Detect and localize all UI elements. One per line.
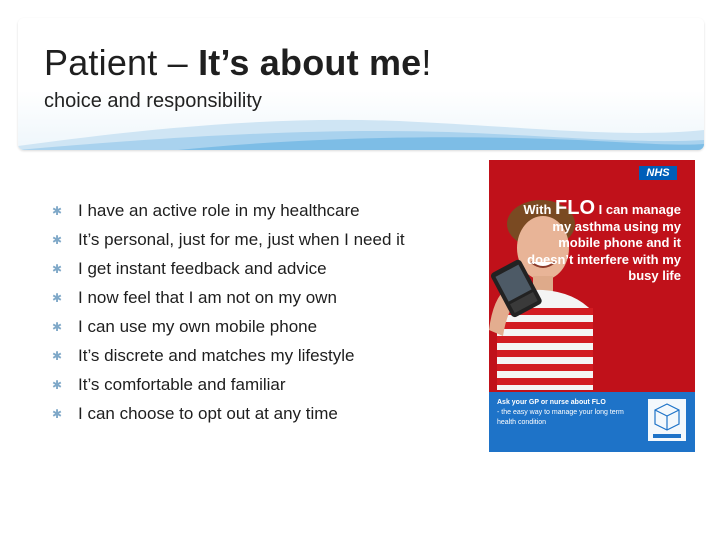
- slide-subtitle: choice and responsibility: [44, 90, 262, 112]
- bullet-item: ✱ I can use my own mobile phone: [51, 316, 318, 336]
- flo-badge-icon: [647, 398, 687, 442]
- nhs-logo: NHS: [639, 166, 677, 180]
- slide-title: Patient – It’s about me!: [44, 42, 432, 83]
- star-bullet-icon: ✱: [51, 319, 63, 334]
- bullet-item: ✱ I can choose to opt out at any time: [51, 403, 338, 423]
- slide-title-emphasis: It’s about me: [198, 42, 422, 83]
- star-bullet-icon: ✱: [51, 261, 63, 276]
- bullet-item: ✱ I have an active role in my healthcare: [51, 200, 360, 220]
- poster-footer: [489, 392, 695, 452]
- title-band: [18, 18, 704, 150]
- poster-footer-text: Ask your GP or nurse about FLO - the easy way to manage your long term health condition: [497, 399, 624, 426]
- bullet-item: ✱ I now feel that I am not on my own: [51, 287, 337, 307]
- star-bullet-icon: ✱: [51, 290, 63, 305]
- bullet-item: ✱ I get instant feedback and advice: [51, 258, 327, 278]
- bullet-item: ✱ It’s comfortable and familiar: [51, 374, 286, 394]
- star-bullet-icon: ✱: [51, 377, 63, 392]
- star-bullet-icon: ✱: [51, 406, 63, 421]
- flo-poster-image: [489, 160, 695, 452]
- bullet-item: ✱ It’s personal, just for me, just when I need it: [51, 229, 405, 249]
- bullet-list: [50, 196, 450, 428]
- star-bullet-icon: ✱: [51, 203, 63, 218]
- flo-brand: FLO: [555, 197, 596, 219]
- bullet-item: ✱ It’s discrete and matches my lifestyle: [51, 345, 355, 365]
- star-bullet-icon: ✱: [51, 232, 63, 247]
- star-bullet-icon: ✱: [51, 348, 63, 363]
- poster-headline: With FLO I can manage my asthma using my mobile phone and it doesn’t interfere with my busy life: [523, 197, 681, 283]
- wave-decoration: [18, 18, 704, 150]
